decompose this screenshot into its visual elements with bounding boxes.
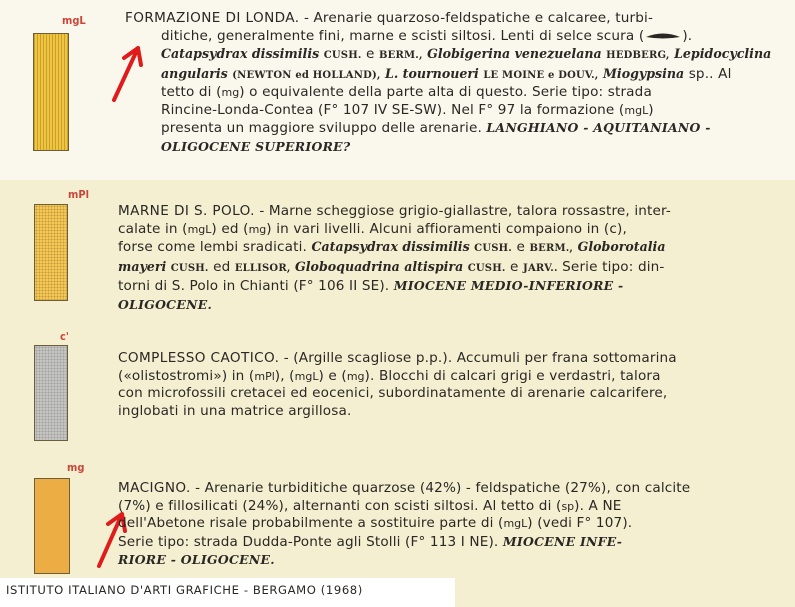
unit-ref: mg	[221, 86, 240, 99]
age: LANGHIANO - AQUITANIANO -	[486, 120, 711, 135]
unit-ref: mPl	[254, 369, 275, 383]
author: ELLISOR,	[234, 262, 291, 274]
author: CUSH.	[474, 243, 512, 254]
unit-title: FORMAZIONE DI LONDA.	[125, 10, 300, 26]
text: Rincine-Londa-Contea (F° 107 IV SE-SW). Nel F° 97 la formazione (	[161, 101, 625, 118]
text: e	[510, 258, 519, 275]
author: BERM.,	[379, 50, 423, 61]
unit-ref: mg	[248, 222, 267, 236]
chert-lens-icon	[645, 31, 681, 41]
swatch-mg	[34, 478, 70, 574]
text: ) ed (	[211, 220, 249, 237]
author: HEDBERG,	[606, 50, 670, 61]
swatch-c	[34, 345, 68, 441]
text: sp.. Al	[688, 65, 732, 82]
species: Globigerina venezuelana	[427, 46, 602, 61]
unit-title: MARNE DI S. POLO.	[118, 203, 255, 219]
text: ) e (	[318, 367, 347, 384]
species: L. tournoueri	[385, 65, 479, 81]
text: calate in (	[118, 220, 188, 237]
text: ditiche, generalmente fini, marne e scisti siltosi. Lenti di selce scura (	[161, 27, 645, 44]
publisher-footer: ISTITUTO ITALIANO D'ARTI GRAFICHE - BERGAMO (1968)	[0, 578, 455, 607]
text: - Arenarie turbiditiche quarzose (42%) - feldspatiche (27%), con calcite	[195, 480, 691, 496]
species: Globorotalia	[577, 239, 666, 254]
text: tetto di (	[161, 84, 222, 100]
age: MIOCENE MEDIO-INFERIORE -	[393, 278, 624, 293]
text: («olistostromi») in (	[118, 367, 255, 384]
species: mayeri	[118, 258, 167, 274]
text: ), (	[274, 367, 295, 384]
author: LE MOINE e DOUV.,	[483, 69, 599, 81]
unit-title: COMPLESSO CAOTICO.	[118, 350, 280, 366]
text: dell'Abetone risale probabilmente a sostituire parte di (	[118, 515, 504, 531]
text: ) o equivalente della parte alta di questo. Serie tipo: strada	[239, 84, 652, 100]
author: CUSH.	[323, 50, 362, 61]
species: Globoquadrina altispira	[295, 258, 464, 274]
legend-entry-mg	[118, 480, 786, 570]
text: e	[516, 239, 525, 255]
text: Serie tipo: strada Dudda-Ponte agli Stolli (F° 113 I NE).	[118, 533, 499, 550]
author: BERM.,	[529, 243, 574, 254]
species: Catapsydrax dissimilis	[311, 239, 470, 254]
text: con microfossili cretacei ed eocenici, subordinatamente di arenarie calcarifere,	[118, 385, 668, 401]
species: Catapsydrax dissimilis	[161, 46, 320, 61]
text: e	[366, 46, 375, 62]
text: (7%) e fillosilicati (24%), alternanti con scisti siltosi. Al tetto di (	[118, 497, 562, 514]
unit-code-c: c'	[60, 330, 69, 343]
author: CUSH.	[170, 262, 209, 274]
text: ).	[682, 27, 693, 44]
legend-entry-mpl	[118, 203, 786, 314]
swatch-mgl	[33, 33, 69, 151]
age: OLIGOCENE SUPERIORE?	[161, 138, 351, 154]
unit-ref: mg	[346, 369, 365, 383]
text: ) (vedi F° 107).	[527, 515, 633, 531]
text: ) in vari livelli. Alcuni affioramenti compaiono in (c),	[266, 220, 627, 237]
text: )	[648, 101, 654, 118]
text: ed	[213, 258, 231, 275]
text: forse come lembi sradicati.	[118, 239, 307, 255]
age: OLIGOCENE.	[118, 296, 213, 312]
text: presenta un maggiore sviluppo delle arenarie.	[161, 120, 482, 136]
author: (NEWTON ed HOLLAND),	[232, 69, 381, 81]
author: CUSH.	[467, 262, 506, 274]
age: RIORE - OLIGOCENE.	[118, 552, 275, 567]
unit-code-mg: mg	[67, 461, 85, 474]
text: inglobati in una matrice argillosa.	[118, 402, 352, 419]
unit-title: MACIGNO.	[118, 480, 191, 496]
species: angularis	[161, 65, 228, 81]
text: torni di S. Polo in Chianti (F° 106 II SE).	[118, 278, 390, 294]
legend-entry-c	[118, 350, 786, 420]
age: MIOCENE INFE-	[502, 533, 623, 549]
species: Lepidocyclina	[674, 46, 772, 61]
legend-entry-mgl	[125, 10, 785, 156]
species: Miogypsina	[602, 65, 685, 81]
text: - (Argille scagliose p.p.). Accumuli per frana sottomarina	[283, 350, 677, 366]
text: ). A NE	[574, 497, 622, 514]
text: - Marne scheggiose grigio-giallastre, talora rossastre, inter-	[259, 203, 671, 219]
unit-ref: mgL	[503, 517, 528, 530]
swatch-mpl	[34, 204, 68, 301]
text: Serie tipo: din-	[562, 258, 665, 275]
unit-ref: sp	[561, 499, 575, 513]
text: - Arenarie quarzoso-feldspatiche e calcaree, turbi-	[303, 10, 653, 26]
author: JARV..	[523, 262, 558, 274]
unit-code-mpl: mPl	[68, 188, 89, 201]
unit-code-mgl: mgL	[62, 14, 86, 27]
unit-ref: mgL	[294, 369, 319, 383]
text: ). Blocchi di calcari grigi e verdastri, talora	[364, 367, 661, 384]
unit-ref: mgL	[624, 103, 649, 117]
unit-ref: mgL	[187, 222, 212, 236]
